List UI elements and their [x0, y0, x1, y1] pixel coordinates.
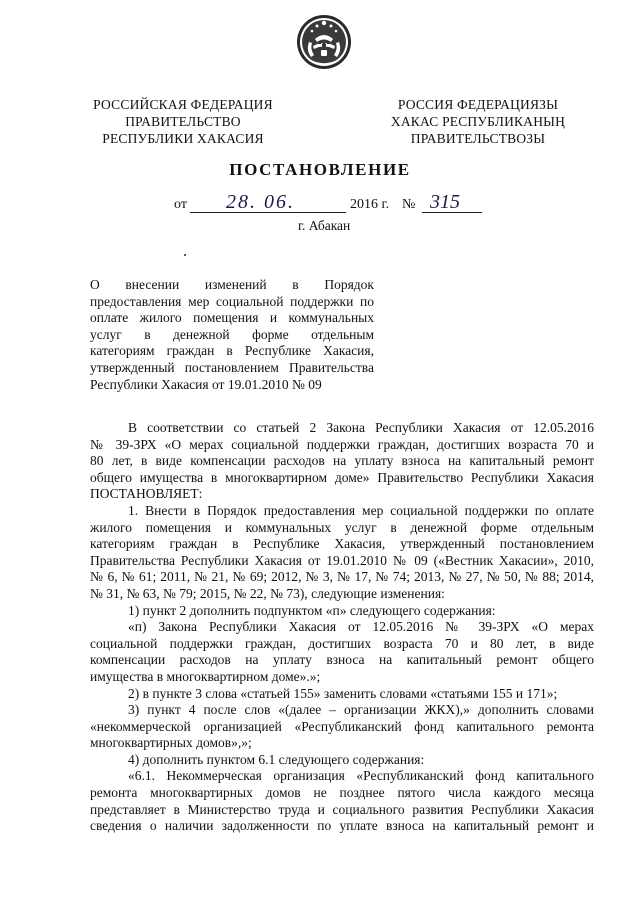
body-line: 1. Внести в Порядок предоставления мер социальной поддержки по оплате [128, 502, 594, 518]
body-line: категориям граждан в Республике Хакасия, утвержденный постановлением [90, 536, 594, 552]
date-prefix: от [174, 197, 187, 212]
body-line: 2) в пункте 3 слова «статьей 155» заменить словами «статьями 155 и 171»; [128, 685, 558, 701]
body-line: сведения о наличии задолженности по уплате взноса на капитальный ремонт и [90, 818, 594, 834]
body-line: «некоммерческой организацией «Республиканский фонд капитального ремонта [90, 718, 594, 734]
body-line: компенсации расходов на уплату взноса на капитальный ремонт общего [90, 652, 594, 668]
subject-block [90, 277, 374, 393]
date-year: 2016 г. [350, 197, 390, 212]
coat-of-arms-emblem [295, 12, 353, 72]
document-title: ПОСТАНОВЛЕНИЕ [229, 160, 411, 179]
body-line: представляет в Министерство труда и социального развития Республики Хакасия [90, 801, 594, 817]
body-line: ПОСТАНОВЛЯЕТ: [90, 486, 203, 502]
subject-line: услуг в денежной форме отдельным [90, 326, 374, 342]
header-right-line-1: РОССИЯ ФЕДЕРАЦИЯЗЫ [397, 97, 559, 112]
body-line: Правительства Республики Хакасия от 19.01.2010 № 09 («Вестник Хакасии», 2010, [90, 552, 594, 568]
subject-line: утвержденный постановлением Правительства [90, 359, 374, 375]
body-text [90, 420, 594, 835]
body-line: № 6, № 61; 2011, № 21, № 69; 2012, № 3, № 17, № 74; 2013, № 27, № 50, № 88; 2014, [90, 569, 594, 585]
body-line: 3) пункт 4 после слов «(далее – организации ЖКХ),» дополнить словами [128, 702, 594, 718]
header-right-line-2: ХАКАС РЕСПУБЛИКАНЫҢ [390, 114, 566, 129]
header-left-line-2: ПРАВИТЕЛЬСТВО [125, 114, 241, 129]
body-line: 4) дополнить пунктом 6.1 следующего содержания: [128, 751, 425, 767]
body-line: социальной поддержки граждан, достигших возраста 70 и 80 лет, в виде [90, 635, 594, 651]
handwritten-number: 315 [430, 191, 460, 213]
subject-line: предоставления мер социальной поддержки по [90, 293, 374, 309]
body-line: № 31, № 63, № 79; 2015, № 22, № 73), следующие изменения: [90, 585, 445, 601]
body-line: общего имущества в многоквартирном доме» Правительство Республики Хакасия [90, 469, 594, 485]
body-line: «6.1. Некоммерческая организация «Республиканский фонд капитального [128, 768, 594, 784]
body-line: 80 лет, в виде компенсации расходов на уплату взноса на капитальный ремонт [90, 453, 594, 469]
body-line: 1) пункт 2 дополнить подпунктом «п» следующего содержания: [128, 602, 496, 618]
subject-line: О внесении изменений в Порядок [90, 277, 374, 292]
stray-dot [184, 254, 186, 256]
body-line: жилого помещения и коммунальных услуг в денежной форме отдельным [90, 519, 594, 535]
header-left-line-3: РЕСПУБЛИКИ ХАКАСИЯ [102, 131, 264, 146]
subject-line: категориям граждан в Республике Хакасия, [90, 343, 374, 359]
header-right-khakas [366, 96, 590, 147]
header-right-line-3: ПРАВИТЕЛЬСТВОЗЫ [410, 131, 546, 146]
number-label: № [402, 197, 416, 212]
header-left-line-1: РОССИЙСКАЯ ФЕДЕРАЦИЯ [93, 97, 273, 112]
body-line: № 39-ЗРХ «О мерах социальной поддержки граждан, достигших возраста 70 и [90, 436, 594, 452]
body-line: В соответствии со статьей 2 Закона Республики Хакасия от 12.05.2016 [128, 420, 594, 435]
header-left-ru [88, 96, 278, 147]
body-line: ремонта многоквартирных домов не позднее пятого числа каждого месяца [90, 785, 594, 801]
body-line: имущества в многоквартирном доме».»; [90, 668, 321, 684]
body-line: многоквартирных домов»,»; [90, 735, 252, 751]
handwritten-date: 28. 06. [226, 191, 295, 213]
subject-line: оплате жилого помещения и коммунальных [90, 310, 374, 326]
body-line: «п) Закона Республики Хакасия от 12.05.2016 № 39-ЗРХ «О мерах [128, 619, 594, 635]
subject-line: Республики Хакасия от 19.01.2010 № 09 [90, 376, 322, 392]
city-label: г. Абакан [298, 218, 351, 233]
